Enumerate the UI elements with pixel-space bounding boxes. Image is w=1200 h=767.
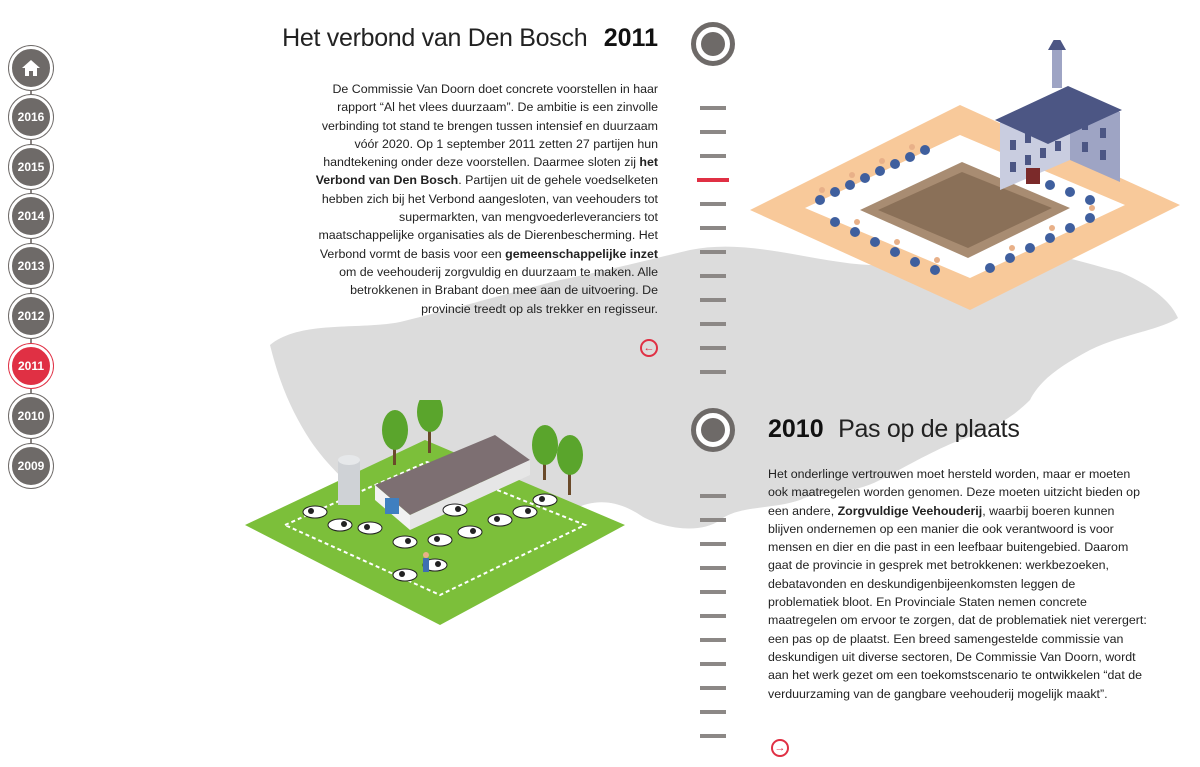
year-nav-2014[interactable]: 2014 bbox=[9, 194, 53, 238]
timeline-tick-active bbox=[697, 178, 729, 182]
emphasis-inzet: gemeenschappelijke inzet bbox=[505, 246, 658, 261]
timeline-tick bbox=[700, 274, 726, 278]
timeline-tick bbox=[700, 106, 726, 110]
year-nav-2009[interactable]: 2009 bbox=[9, 444, 53, 488]
timeline-tick bbox=[700, 638, 726, 642]
section-2010-text bbox=[768, 465, 1148, 703]
timeline-marker-2010[interactable] bbox=[691, 408, 735, 452]
year-nav-2011[interactable]: 2011 bbox=[9, 344, 53, 388]
year-nav-2013[interactable]: 2013 bbox=[9, 244, 53, 288]
timeline-tick bbox=[700, 734, 726, 738]
home-button[interactable] bbox=[9, 46, 53, 90]
timeline-tick bbox=[700, 370, 726, 374]
timeline-marker-2011[interactable] bbox=[691, 22, 735, 66]
timeline-tick bbox=[700, 226, 726, 230]
arrow-left-icon: ← bbox=[643, 342, 655, 354]
timeline-tick bbox=[700, 710, 726, 714]
year-nav-2015[interactable]: 2015 bbox=[9, 145, 53, 189]
timeline-tick bbox=[700, 614, 726, 618]
year-nav-2012[interactable]: 2012 bbox=[9, 294, 53, 338]
section-2010-heading bbox=[768, 415, 1020, 444]
section-2010-title: Pas op de plaats bbox=[838, 415, 1020, 443]
dairy-farm-illustration bbox=[245, 400, 625, 625]
timeline-tick bbox=[700, 590, 726, 594]
timeline-tick bbox=[700, 662, 726, 666]
text-part: Het onderlinge vertrouwen moet hersteld worden, maar er moeten ook maatregelen worden genomen. Deze moeten uitzicht bieden op een andere, bbox=[768, 467, 1140, 518]
text-part: . Partijen uit de gehele voedselketen hebben zich bij het Verbond aangesloten, van veehouders tot supermarkten, van mengvoederleveranciers tot maatschappelijke organisaties als de Dierenbescherming. Het Verbond vormt de basis voor een bbox=[318, 173, 658, 261]
timeline-tick bbox=[700, 686, 726, 690]
section-2010-year: 2010 bbox=[768, 415, 824, 443]
next-button[interactable] bbox=[771, 739, 789, 757]
arrow-right-icon: → bbox=[774, 742, 786, 754]
timeline-tick bbox=[700, 542, 726, 546]
home-icon bbox=[21, 59, 41, 77]
section-2011-heading bbox=[250, 24, 658, 53]
year-nav-2010[interactable]: 2010 bbox=[9, 394, 53, 438]
back-button[interactable] bbox=[640, 339, 658, 357]
text-part: De Commissie Van Doorn doet concrete voorstellen in haar rapport “Al het vlees duurzaam”. De ambitie is een zinvolle verbinding tot stand te brengen tussen intensief en duurzaam vóór 2020. Op 1 september 2011 zetten 27 partijen hun handtekening onder deze voorstellen. Daarmee sloten zij bbox=[321, 82, 658, 170]
timeline-tick bbox=[700, 202, 726, 206]
year-nav-2016[interactable]: 2016 bbox=[9, 95, 53, 139]
emphasis-zorgvuldige-veehouderij: Zorgvuldige Veehouderij bbox=[837, 503, 983, 518]
timeline-tick bbox=[700, 250, 726, 254]
section-2011-year: 2011 bbox=[603, 24, 658, 52]
section-2011-text bbox=[300, 80, 658, 318]
timeline-tick bbox=[700, 494, 726, 498]
text-part: , waarbij boeren kunnen blijven ondernemen op een manier die ook verantwoord is voor mensen en dier en die past in een leefbaar buitengebied. Daarom gaat de provincie in gesprek met betrokkenen: werkbezoeken, debatavonden en deskundigenbijeenkomsten leggen de problematiek bloot. En Provinciale Staten nemen concrete maatregelen om ervoor te zorgen, dat de problematiek niet verergert: een pas op de plaatst. Een breed samengestelde commissie van deskundigen uit diverse sectoren, De Commissie Van Doorn, wordt aan het werk gezet om een toekomstscenario te ontwikkelen “dat de verduurzaming van de gangbare veehouderij mogelijk maakt”. bbox=[768, 503, 1147, 701]
town-hall-meeting-illustration bbox=[730, 40, 1190, 315]
timeline-tick bbox=[700, 298, 726, 302]
text-part: om de veehouderij zorgvuldig en duurzaam te maken. Alle betrokkenen in Brabant doen mee aan de uitvoering. De provincie treedt op als trekker en regisseur. bbox=[339, 264, 658, 316]
emphasis-verbond: het Verbond van Den Bosch bbox=[315, 155, 658, 188]
timeline-tick bbox=[700, 566, 726, 570]
timeline-tick bbox=[700, 322, 726, 326]
timeline-tick bbox=[700, 518, 726, 522]
section-2011-title: Het verbond van Den Bosch bbox=[282, 24, 588, 52]
timeline-tick bbox=[700, 154, 726, 158]
timeline-tick bbox=[700, 346, 726, 350]
timeline-tick bbox=[700, 130, 726, 134]
